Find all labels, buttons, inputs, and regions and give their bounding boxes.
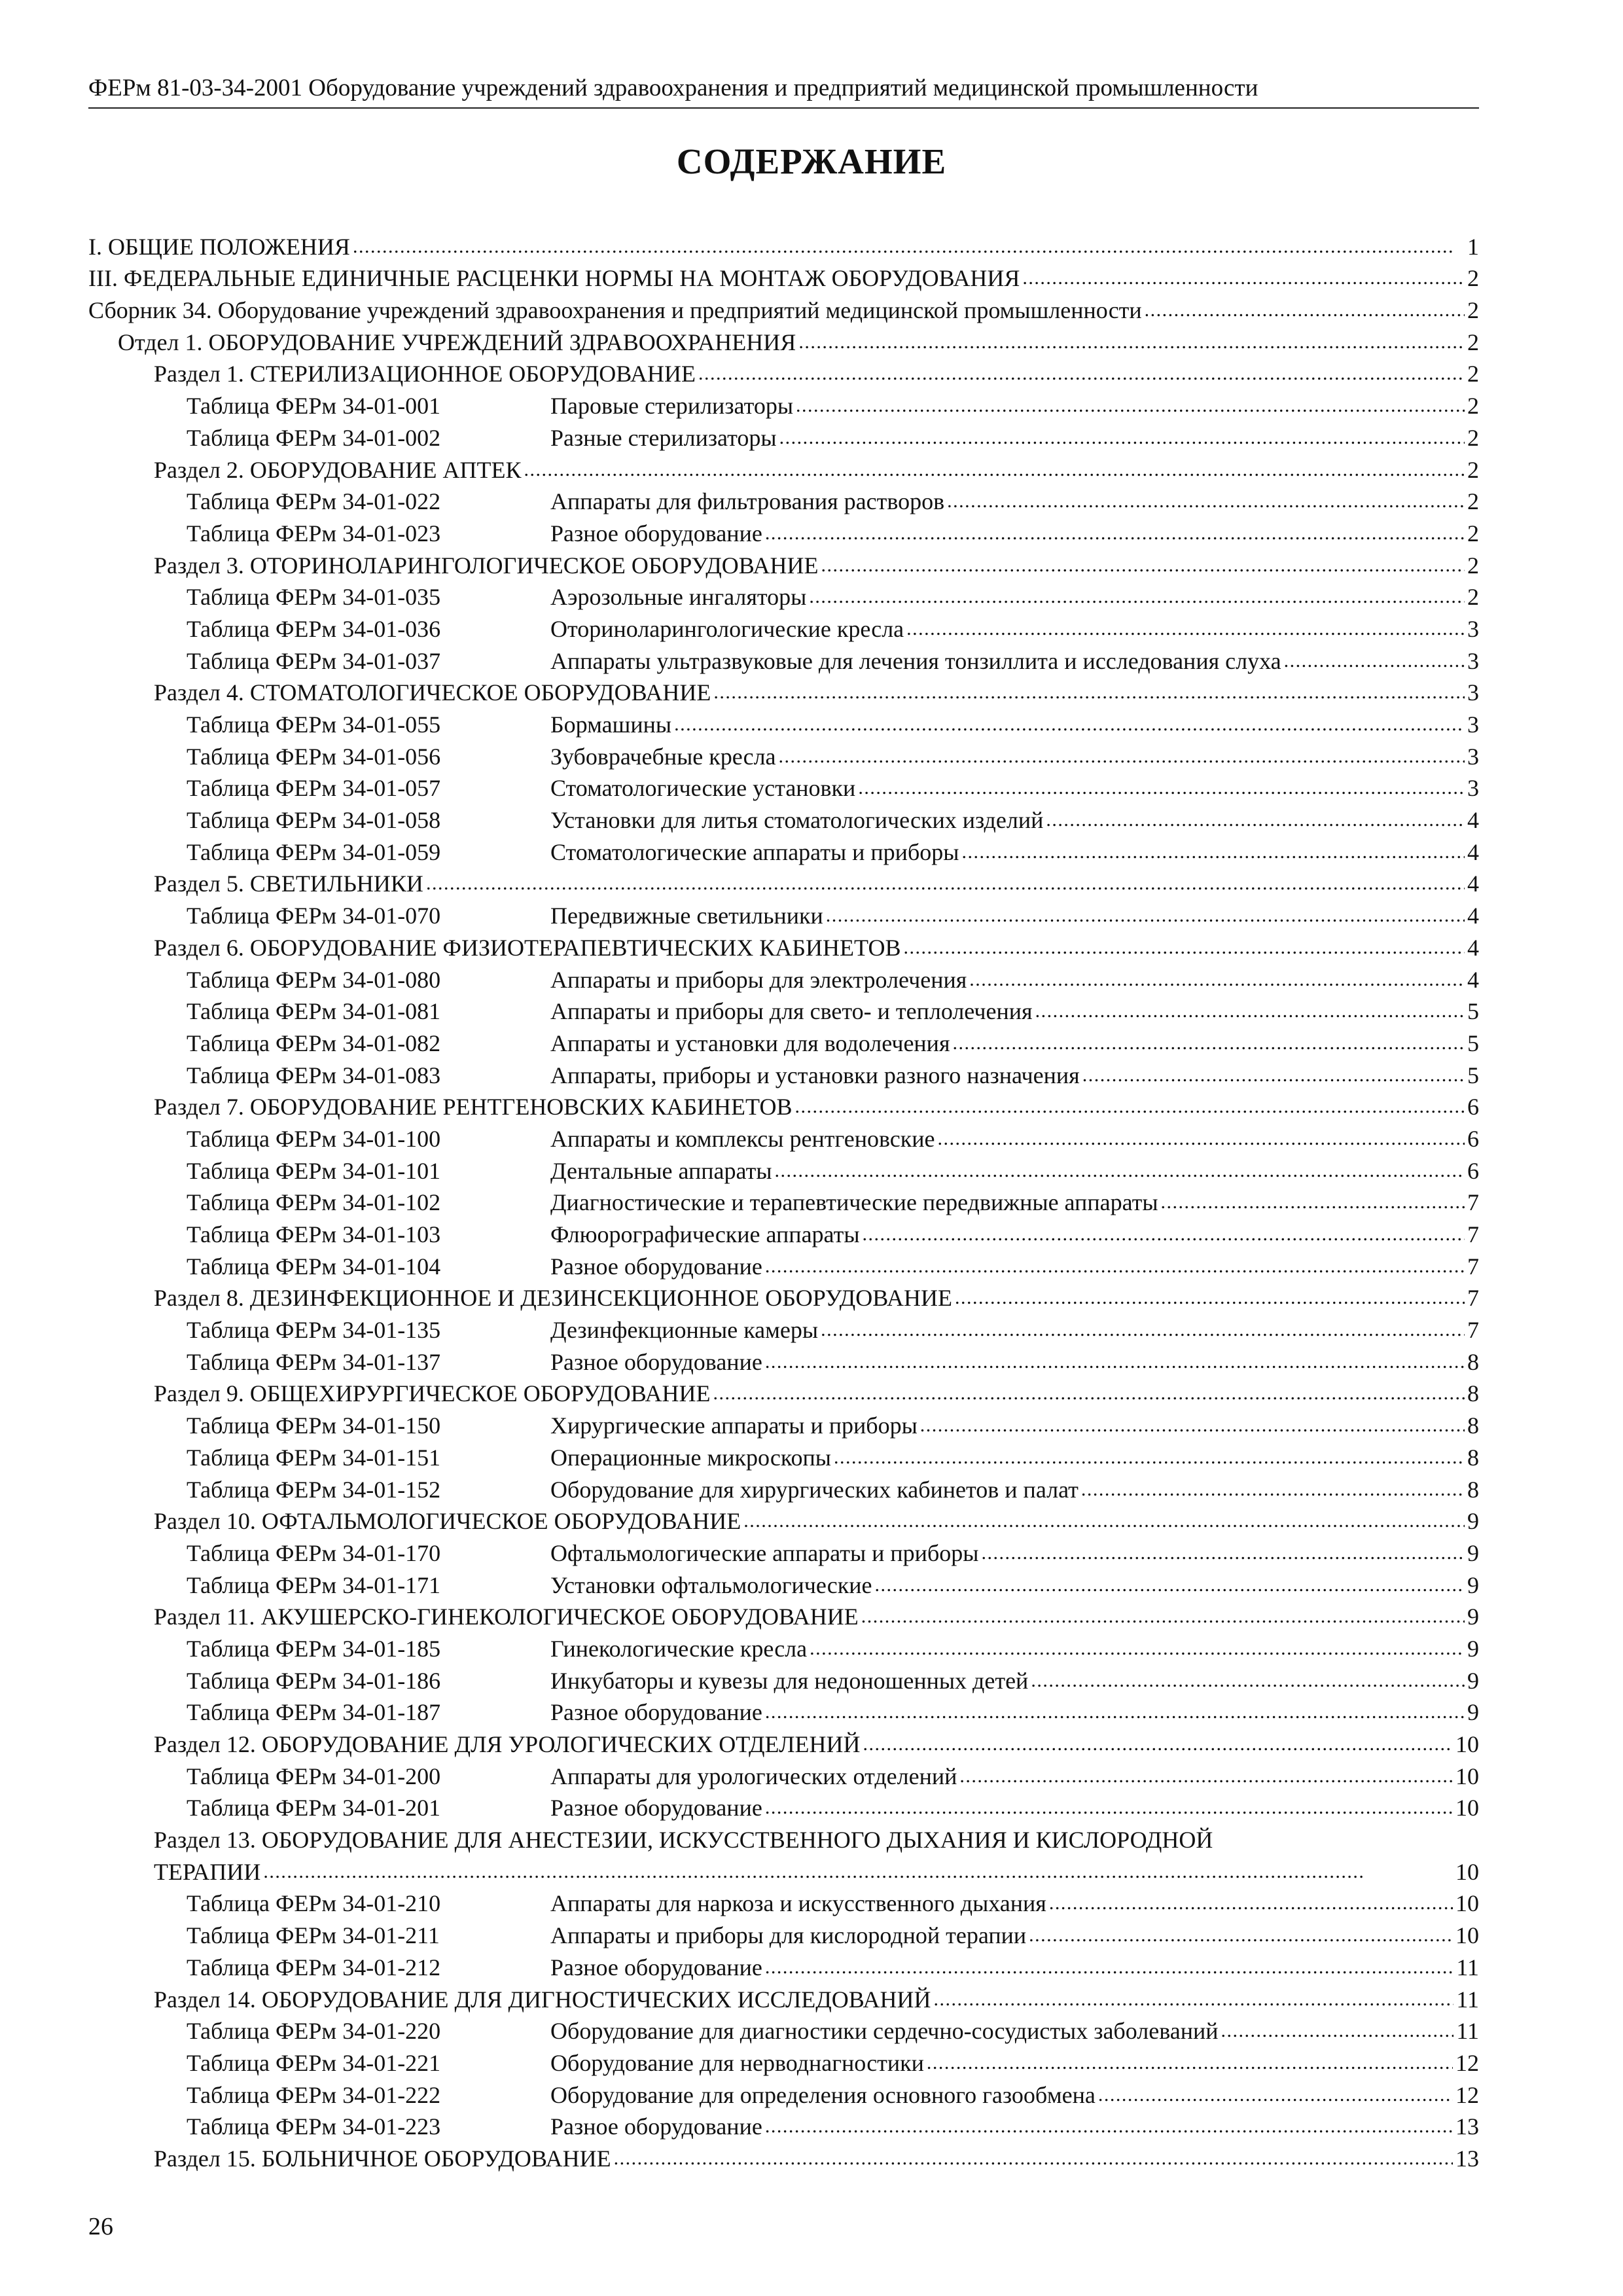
toc-label: Аппараты и приборы для свето- и теплолечения [550, 998, 1033, 1025]
toc-page-number: 10 [1455, 1890, 1479, 1917]
toc-entry[interactable] [88, 962, 1479, 994]
toc-entry[interactable] [88, 1090, 1479, 1122]
toc-label: Операционные микроскопы [550, 1444, 831, 1471]
toc-entry[interactable] [88, 229, 1479, 261]
toc-page-number: 10 [1455, 1858, 1479, 1885]
toc-table-code: Таблица ФЕРм 34-01-036 [187, 615, 441, 642]
toc-page-number: 3 [1467, 711, 1479, 738]
toc-label: Раздел 15. БОЛЬНИЧНОЕ ОБОРУДОВАНИЕ [154, 2145, 611, 2172]
toc-page-number: 10 [1455, 1763, 1479, 1789]
toc-leader-dots [1046, 804, 1465, 834]
toc-page-number: 2 [1467, 584, 1479, 611]
toc-table-code: Таблица ФЕРм 34-01-083 [187, 1062, 441, 1088]
toc-page-number: 11 [1456, 1986, 1479, 2013]
toc-entry[interactable] [88, 1600, 1479, 1632]
toc-label: Офтальмологические аппараты и приборы [550, 1539, 979, 1566]
toc-entry[interactable] [88, 611, 1479, 643]
toc-page-number: 4 [1467, 903, 1479, 929]
toc-leader-dots [1284, 645, 1465, 675]
toc-table-code: Таблица ФЕРм 34-01-081 [187, 998, 441, 1025]
toc-page-number: 11 [1456, 2018, 1479, 2045]
toc-table-code: Таблица ФЕРм 34-01-185 [187, 1635, 441, 1662]
toc-label: Инкубаторы и кувезы для недоношенных детей [550, 1667, 1029, 1694]
toc-entry[interactable] [88, 293, 1479, 325]
toc-entry[interactable] [88, 1026, 1479, 1058]
toc-table-code: Таблица ФЕРм 34-01-201 [187, 1795, 441, 1821]
toc-entry[interactable] [88, 1121, 1479, 1153]
toc-entry[interactable] [88, 357, 1479, 389]
toc-table-code: Таблица ФЕРм 34-01-220 [187, 2018, 441, 2045]
toc-page-number: 2 [1467, 520, 1479, 547]
page-title: СОДЕРЖАНИЕ [676, 141, 947, 181]
toc-leader-dots [795, 1090, 1465, 1121]
toc-label: Стоматологические установки [550, 775, 856, 802]
toc-entry[interactable] [88, 1504, 1479, 1536]
toc-page-number: 10 [1455, 1795, 1479, 1821]
toc-leader-dots [861, 1600, 1465, 1631]
toc-page-number: 7 [1467, 1189, 1479, 1216]
toc-page-number: 7 [1467, 1253, 1479, 1280]
toc-label: Разное оборудование [550, 1795, 762, 1821]
toc-leader-dots [947, 485, 1465, 516]
toc-table-code: Таблица ФЕРм 34-01-187 [187, 1699, 441, 1726]
toc-table-code: Таблица ФЕРм 34-01-082 [187, 1030, 441, 1056]
toc-leader-dots [263, 1856, 1453, 1886]
toc-label: Бормашины [550, 711, 672, 738]
toc-label: Раздел 4. СТОМАТОЛОГИЧЕСКОЕ ОБОРУДОВАНИЕ [154, 679, 711, 706]
toc-label: Разные стерилизаторы [550, 424, 777, 451]
toc-page-number: 9 [1467, 1539, 1479, 1566]
toc-label: Раздел 14. ОБОРУДОВАНИЕ ДЛЯ ДИГНОСТИЧЕСКИХ ИССЛЕДОВАНИЙ [154, 1986, 931, 2013]
toc-entry[interactable] [88, 1058, 1479, 1090]
toc-entry[interactable] [88, 1886, 1479, 1918]
toc-label: Аппараты ультразвуковые для лечения тонзиллита и исследования слуха [550, 647, 1281, 674]
toc-entry[interactable] [88, 1344, 1479, 1376]
toc-label: Аппараты и комплексы рентгеновские [550, 1125, 935, 1152]
toc-leader-dots [920, 1409, 1465, 1440]
toc-label: Установки офтальмологические [550, 1571, 872, 1598]
toc-table-code: Таблица ФЕРм 34-01-058 [187, 807, 441, 834]
toc-table-code: Таблица ФЕРм 34-01-104 [187, 1253, 441, 1280]
toc-page-number: 12 [1455, 2049, 1479, 2076]
toc-page-number: 12 [1455, 2081, 1479, 2108]
toc-label: Хирургические аппараты и приборы [550, 1412, 918, 1439]
toc-leader-dots [1161, 1186, 1465, 1217]
toc-page-number: 2 [1467, 361, 1479, 387]
toc-leader-dots [765, 1250, 1465, 1281]
toc-label: Разное оборудование [550, 1253, 762, 1280]
toc-leader-dots [779, 422, 1465, 452]
toc-page-number: 2 [1467, 297, 1479, 324]
toc-entry[interactable] [88, 1376, 1479, 1408]
toc-leader-dots [809, 581, 1465, 611]
toc-label: Раздел 5. СВЕТИЛЬНИКИ [154, 870, 423, 897]
toc-label: Аппараты, приборы и установки разного назначения [550, 1062, 1080, 1088]
toc-label: Раздел 11. АКУШЕРСКО-ГИНЕКОЛОГИЧЕСКОЕ ОБОРУДОВАНИЕ [154, 1604, 859, 1630]
toc-entry[interactable] [88, 1535, 1479, 1568]
toc-entry[interactable] [88, 867, 1479, 899]
toc-entry[interactable] [88, 1472, 1479, 1504]
toc-table-code: Таблица ФЕРм 34-01-057 [187, 775, 441, 802]
toc-leader-dots [796, 389, 1465, 420]
toc-label: Установки для литья стоматологических изделий [550, 807, 1044, 834]
toc-entry[interactable] [88, 1153, 1479, 1185]
toc-label: Разное оборудование [550, 1699, 762, 1726]
toc-label: Оборудование для хирургических кабинетов и палат [550, 1476, 1079, 1503]
toc-leader-dots [874, 1569, 1465, 1600]
toc-entry[interactable] [88, 1249, 1479, 1281]
toc-label: Раздел 7. ОБОРУДОВАНИЕ РЕНТГЕНОВСКИХ КАБИНЕТОВ [154, 1094, 793, 1121]
toc-table-code: Таблица ФЕРм 34-01-137 [187, 1348, 441, 1375]
toc-label: Аппараты и установки для водолечения [550, 1030, 950, 1056]
toc-table-code: Таблица ФЕРм 34-01-171 [187, 1571, 441, 1598]
toc-label: Раздел 13. ОБОРУДОВАНИЕ ДЛЯ АНЕСТЕЗИИ, ИСКУССТВЕННОГО ДЫХАНИЯ И КИСЛОРОДНОЙ [154, 1827, 1213, 1854]
toc-page-number: 8 [1467, 1380, 1479, 1407]
toc-label: Раздел 6. ОБОРУДОВАНИЕ ФИЗИОТЕРАПЕВТИЧЕСКИХ КАБИНЕТОВ [154, 934, 901, 961]
toc-page-number: 6 [1467, 1094, 1479, 1121]
toc-table-code: Таблица ФЕРм 34-01-200 [187, 1763, 441, 1789]
toc-table-code: Таблица ФЕРм 34-01-022 [187, 488, 441, 515]
toc-label: Оториноларингологические кресла [550, 615, 904, 642]
toc-leader-dots [765, 1951, 1454, 1982]
toc-leader-dots [981, 1537, 1465, 1568]
toc-page-number: 13 [1455, 2145, 1479, 2172]
toc-label: Раздел 12. ОБОРУДОВАНИЕ ДЛЯ УРОЛОГИЧЕСКИХ ОТДЕЛЕНИЙ [154, 1731, 861, 1757]
toc-page-number: 7 [1467, 1317, 1479, 1344]
toc-label: Флюорографические аппараты [550, 1221, 860, 1247]
toc-entry[interactable] [88, 1950, 1479, 1982]
toc-page-number: 5 [1467, 1030, 1479, 1056]
toc-leader-dots [1031, 1664, 1465, 1695]
toc-entry[interactable] [88, 643, 1479, 675]
toc-leader-dots [953, 1027, 1465, 1058]
toc-entry[interactable] [88, 1918, 1479, 1950]
toc-label: Раздел 10. ОФТАЛЬМОЛОГИЧЕСКОЕ ОБОРУДОВАНИЕ [154, 1508, 741, 1535]
toc-leader-dots [858, 772, 1465, 802]
toc-entry[interactable] [88, 834, 1479, 867]
toc-label: Раздел 3. ОТОРИНОЛАРИНГОЛОГИЧЕСКОЕ ОБОРУДОВАНИЕ [154, 552, 819, 579]
toc-leader-dots [1145, 294, 1465, 325]
toc-label: Паровые стерилизаторы [550, 393, 794, 420]
toc-table-code: Таблица ФЕРм 34-01-070 [187, 903, 441, 929]
toc-entry[interactable] [88, 2014, 1479, 2046]
toc-entry[interactable] [88, 420, 1479, 452]
toc-leader-dots [698, 357, 1465, 388]
toc-leader-dots [524, 454, 1465, 484]
toc-page-number: 2 [1467, 265, 1479, 292]
toc-entry[interactable] [88, 898, 1479, 930]
toc-page-number: 2 [1467, 456, 1479, 483]
toc-page-number: 9 [1467, 1635, 1479, 1662]
toc-leader-dots [765, 1791, 1453, 1822]
toc-leader-dots [1081, 1473, 1465, 1504]
toc-entry[interactable] [88, 707, 1479, 739]
toc-page-number: 9 [1467, 1667, 1479, 1694]
toc-entry[interactable] [88, 1727, 1479, 1759]
toc-table-code: Таблица ФЕРм 34-01-002 [187, 424, 441, 451]
toc-entry[interactable] [88, 2077, 1479, 2109]
toc-leader-dots [713, 1377, 1465, 1408]
page-number: 26 [88, 2213, 113, 2240]
toc-page-number: 2 [1467, 393, 1479, 420]
toc-entry[interactable] [88, 2141, 1479, 2173]
toc-label: Аэрозольные ингаляторы [550, 584, 807, 611]
toc-leader-dots [821, 1314, 1465, 1344]
toc-leader-dots [765, 2110, 1453, 2141]
toc-page-number: 13 [1455, 2113, 1479, 2140]
toc-page-number: 4 [1467, 966, 1479, 993]
toc-entry[interactable] [88, 261, 1479, 293]
toc-label: Оборудование для нерводнагностики [550, 2049, 924, 2076]
toc-leader-dots [775, 1155, 1465, 1185]
toc-entry[interactable] [88, 1631, 1479, 1663]
toc-leader-dots [426, 867, 1465, 898]
toc-entry[interactable] [88, 1440, 1479, 1472]
toc-entry[interactable] [88, 484, 1479, 516]
toc-leader-dots [1022, 262, 1465, 293]
toc-leader-dots [937, 1122, 1465, 1153]
toc-entry[interactable] [88, 930, 1479, 962]
toc-entry[interactable] [88, 1281, 1479, 1313]
toc-page-number: 10 [1455, 1922, 1479, 1949]
toc-entry[interactable] [88, 1568, 1479, 1600]
toc-table-code: Таблица ФЕРм 34-01-211 [187, 1922, 440, 1949]
toc-table-code: Таблица ФЕРм 34-01-151 [187, 1444, 441, 1471]
toc-page-number: 8 [1467, 1348, 1479, 1375]
toc-table-code: Таблица ФЕРм 34-01-080 [187, 966, 441, 993]
toc-page-number: 4 [1467, 934, 1479, 961]
toc-page-number: 6 [1467, 1125, 1479, 1152]
toc-leader-dots [927, 2047, 1453, 2077]
toc-leader-dots [779, 740, 1465, 771]
toc-page-number: 2 [1467, 552, 1479, 579]
toc-entry[interactable] [88, 802, 1479, 834]
toc-leader-dots [961, 836, 1465, 867]
toc-page-number: 7 [1467, 1221, 1479, 1247]
toc-label: Раздел 1. СТЕРИЛИЗАЦИОННОЕ ОБОРУДОВАНИЕ [154, 361, 696, 387]
toc-table-code: Таблица ФЕРм 34-01-223 [187, 2113, 441, 2140]
toc-page-number: 8 [1467, 1412, 1479, 1439]
toc-leader-dots [1098, 2079, 1453, 2109]
toc-page-number: 11 [1456, 1954, 1479, 1981]
toc-page-number: 8 [1467, 1476, 1479, 1503]
toc-leader-dots [614, 2142, 1453, 2173]
toc-entry[interactable] [88, 675, 1479, 708]
toc-entry[interactable] [88, 739, 1479, 771]
toc-label: Раздел 9. ОБЩЕХИРУРГИЧЕСКОЕ ОБОРУДОВАНИЕ [154, 1380, 711, 1407]
toc-label: Оборудование для диагностики сердечно-сосудистых заболеваний [550, 2018, 1219, 2045]
toc-table-code: Таблица ФЕРм 34-01-103 [187, 1221, 441, 1247]
toc-label: Зубоврачебные кресла [550, 743, 776, 770]
toc-leader-dots [863, 1218, 1465, 1249]
toc-leader-dots [1082, 1059, 1465, 1090]
toc-leader-dots [765, 517, 1465, 548]
toc-table-code: Таблица ФЕРм 34-01-035 [187, 584, 441, 611]
toc-page-number: 4 [1467, 807, 1479, 834]
toc-label: Аппараты и приборы для кислородной терапии [550, 1922, 1027, 1949]
toc-label: Оборудование для определения основного газообмена [550, 2081, 1096, 2108]
toc-table-code: Таблица ФЕРм 34-01-059 [187, 838, 441, 865]
toc-leader-dots [955, 1282, 1465, 1312]
toc-leader-dots [743, 1505, 1465, 1535]
toc-entry[interactable] [88, 325, 1479, 357]
toc-label: Аппараты для урологических отделений [550, 1763, 957, 1789]
toc-table-code: Таблица ФЕРм 34-01-102 [187, 1189, 441, 1216]
toc-label: III. ФЕДЕРАЛЬНЫЕ ЕДИНИЧНЫЕ РАСЦЕНКИ НОРМЫ НА МОНТАЖ ОБОРУДОВАНИЯ [88, 265, 1020, 292]
toc-label: Диагностические и терапевтические передвижные аппараты [550, 1189, 1158, 1216]
toc-page-number: 4 [1467, 838, 1479, 865]
toc-page-number: 5 [1467, 998, 1479, 1025]
toc-page-number: 2 [1467, 488, 1479, 515]
toc-leader-dots [798, 326, 1465, 357]
toc-page-number: 3 [1467, 647, 1479, 674]
toc-label: Разное оборудование [550, 2113, 762, 2140]
toc-table-code: Таблица ФЕРм 34-01-101 [187, 1157, 441, 1184]
toc-table-code: Таблица ФЕРм 34-01-212 [187, 1954, 441, 1981]
toc-page-number: 9 [1467, 1508, 1479, 1535]
toc-label: I. ОБЩИЕ ПОЛОЖЕНИЯ [88, 233, 350, 260]
running-header: ФЕРм 81-03-34-2001 Оборудование учреждений здравоохранения и предприятий медицинской промышленности [88, 73, 1479, 109]
toc-table-code: Таблица ФЕРм 34-01-152 [187, 1476, 441, 1503]
toc-table-code: Таблица ФЕРм 34-01-150 [187, 1412, 441, 1439]
toc-label: Передвижные светильники [550, 903, 823, 929]
toc-label: Разное оборудование [550, 520, 762, 547]
toc-page-number: 10 [1455, 1731, 1479, 1757]
toc-page-number: 9 [1467, 1571, 1479, 1598]
toc-table-code: Таблица ФЕРм 34-01-221 [187, 2049, 441, 2076]
toc-page-number: 3 [1467, 615, 1479, 642]
toc-entry[interactable] [88, 1663, 1479, 1695]
toc-entry[interactable] [88, 1982, 1479, 2014]
toc-page-number: 3 [1467, 775, 1479, 802]
toc-entry[interactable] [88, 994, 1479, 1026]
toc-leader-dots [1029, 1919, 1453, 1950]
toc-page-number: 5 [1467, 1062, 1479, 1088]
toc-entry[interactable] [88, 1695, 1479, 1727]
toc-leader-dots [863, 1728, 1453, 1759]
toc-label: Отдел 1. ОБОРУДОВАНИЕ УЧРЕЖДЕНИЙ ЗДРАВООХРАНЕНИЯ [118, 329, 796, 355]
toc-entry[interactable] [88, 1854, 1479, 1886]
toc-leader-dots [959, 1760, 1453, 1791]
toc-label: Аппараты для фильтрования растворов [550, 488, 945, 515]
toc-leader-dots [810, 1632, 1465, 1663]
toc-label: Аппараты и приборы для электролечения [550, 966, 967, 993]
toc-entry[interactable] [88, 388, 1479, 420]
toc-leader-dots [765, 1696, 1465, 1727]
toc-table-code: Таблица ФЕРм 34-01-055 [187, 711, 441, 738]
toc-label: Аппараты для наркоза и искусственного дыхания [550, 1890, 1046, 1917]
toc-page-number: 9 [1467, 1699, 1479, 1726]
toc-page-number: 3 [1467, 679, 1479, 706]
toc-page-number: 2 [1467, 329, 1479, 355]
toc-entry[interactable] [88, 548, 1479, 580]
toc-table-code: Таблица ФЕРм 34-01-222 [187, 2081, 441, 2108]
toc-entry[interactable] [88, 1791, 1479, 1823]
toc-page-number: 2 [1467, 424, 1479, 451]
toc-table-code: Таблица ФЕРм 34-01-135 [187, 1317, 441, 1344]
toc-entry[interactable] [88, 1312, 1479, 1344]
toc-leader-dots [674, 708, 1465, 739]
toc-leader-dots [821, 549, 1465, 580]
toc-label: Сборник 34. Оборудование учреждений здравоохранения и предприятий медицинской промышленности [88, 297, 1142, 324]
toc-label: Дезинфекционные камеры [550, 1317, 819, 1344]
toc-entry[interactable] [88, 2045, 1479, 2077]
toc-table-code: Таблица ФЕРм 34-01-100 [187, 1125, 441, 1152]
toc-page-number: 6 [1467, 1157, 1479, 1184]
toc-label: ТЕРАПИИ [154, 1858, 261, 1885]
toc-page-number: 7 [1467, 1285, 1479, 1312]
toc-label: Разное оборудование [550, 1954, 762, 1981]
toc-leader-dots [353, 230, 1465, 261]
toc-entry[interactable] [88, 771, 1479, 803]
toc-leader-dots [1035, 995, 1465, 1026]
toc-table-code: Таблица ФЕРм 34-01-170 [187, 1539, 441, 1566]
toc-entry[interactable] [88, 452, 1479, 484]
toc-page-number: 4 [1467, 870, 1479, 897]
toc-entry[interactable] [88, 1185, 1479, 1217]
toc-leader-dots [1049, 1887, 1453, 1918]
toc-entry[interactable] [88, 2109, 1479, 2142]
toc-label: Стоматологические аппараты и приборы [550, 838, 959, 865]
toc-label: Разное оборудование [550, 1348, 762, 1375]
toc-entry[interactable] [88, 1408, 1479, 1440]
toc-page-number: 1 [1467, 233, 1479, 260]
table-of-contents [88, 229, 1479, 2173]
toc-table-code: Таблица ФЕРм 34-01-037 [187, 647, 441, 674]
toc-leader-dots [713, 676, 1465, 707]
toc-leader-dots [906, 613, 1465, 643]
toc-entry[interactable] [88, 580, 1479, 612]
toc-leader-dots [904, 931, 1465, 962]
toc-table-code: Таблица ФЕРм 34-01-210 [187, 1890, 441, 1917]
toc-leader-dots [1221, 2015, 1454, 2045]
toc-page-number: 9 [1467, 1604, 1479, 1630]
toc-label: Дентальные аппараты [550, 1157, 772, 1184]
toc-table-code: Таблица ФЕРм 34-01-186 [187, 1667, 441, 1694]
toc-label: Гинекологические кресла [550, 1635, 808, 1662]
toc-table-code: Таблица ФЕРм 34-01-056 [187, 743, 441, 770]
toc-entry[interactable] [88, 1822, 1479, 1854]
toc-leader-dots [834, 1441, 1465, 1472]
toc-label: Раздел 8. ДЕЗИНФЕКЦИОННОЕ И ДЕЗИНСЕКЦИОННОЕ ОБОРУДОВАНИЕ [154, 1285, 952, 1312]
toc-leader-dots [826, 899, 1465, 930]
toc-table-code: Таблица ФЕРм 34-01-001 [187, 393, 441, 420]
toc-leader-dots [765, 1346, 1465, 1376]
toc-entry[interactable] [88, 1217, 1479, 1249]
toc-table-code: Таблица ФЕРм 34-01-023 [187, 520, 441, 547]
toc-page-number: 3 [1467, 743, 1479, 770]
toc-entry[interactable] [88, 1759, 1479, 1791]
toc-entry[interactable] [88, 516, 1479, 548]
toc-leader-dots [934, 1983, 1454, 2014]
toc-leader-dots [969, 963, 1465, 994]
toc-label: Раздел 2. ОБОРУДОВАНИЕ АПТЕК [154, 456, 522, 483]
toc-page-number: 8 [1467, 1444, 1479, 1471]
